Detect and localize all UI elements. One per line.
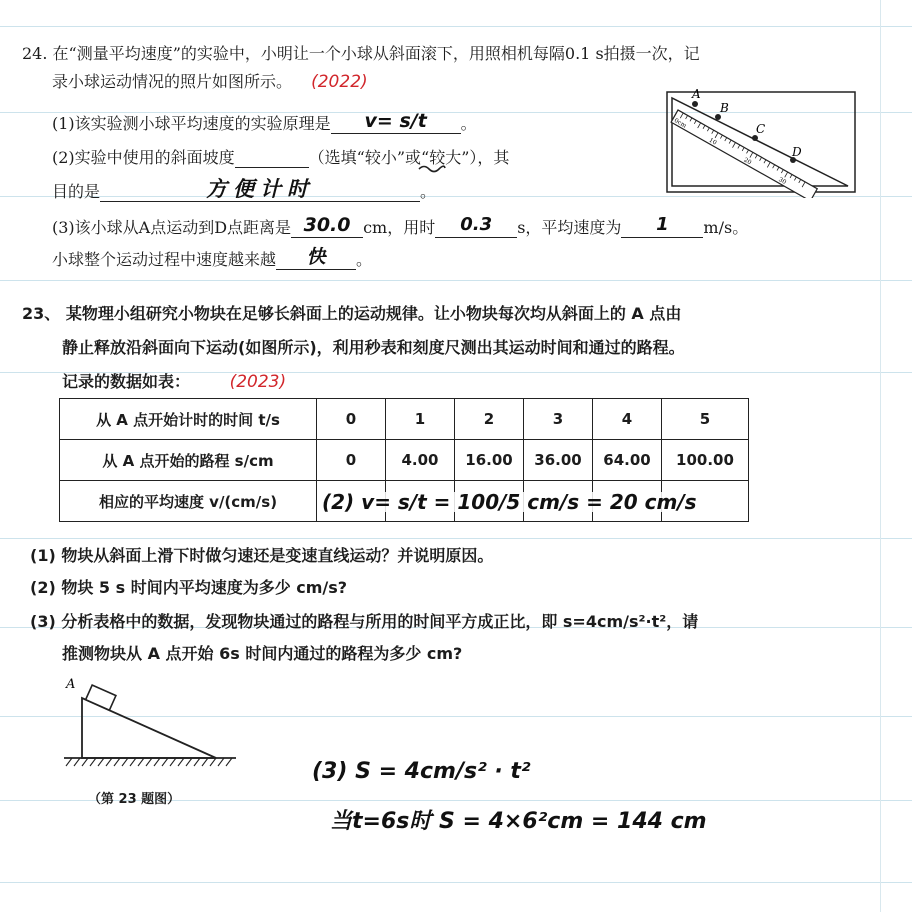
figure-label-a: A xyxy=(66,677,76,692)
q23-number: 23、 xyxy=(22,304,61,323)
rule-line xyxy=(0,280,912,281)
q24-p2-blank xyxy=(235,149,309,168)
q24-part3: (3)该小球从A点运动到D点距离是 30.0 cm，用时 0.3 s，平均速度为 1 m/s。 xyxy=(52,214,749,237)
label-b: B xyxy=(720,101,729,115)
q23-question1: (1) 物块从斜面上滑下时做匀速还是变速直线运动？并说明原因。 xyxy=(30,546,494,565)
q23-question3-line1: (3) 分析表格中的数据，发现物块通过的路程与所用的时间平方成正比，即 s=4cm/s²·t²，请 xyxy=(30,612,699,631)
q24-p3-trend-blank xyxy=(276,246,356,270)
q23-question3-line2: 推测物块从 A 点开始 6s 时间内通过的路程为多少 cm? xyxy=(62,644,463,663)
block xyxy=(86,685,116,710)
ground-hatching xyxy=(66,758,232,766)
q24-year-note: (2022) xyxy=(311,72,368,92)
ruler-tick-20: 20 xyxy=(742,156,753,167)
q24-p3-time: 0.3 xyxy=(460,214,493,235)
q24-p3-trend: 快 xyxy=(306,246,326,268)
table-cell: 0 xyxy=(317,399,386,440)
q23-stem-line1: 23、 某物理小组研究小物块在足够长斜面上的运动规律。让小物块每次均从斜面上的 A 点由 xyxy=(22,304,682,323)
ruler-tick-10: 10 xyxy=(707,136,718,147)
ball-position-a xyxy=(692,101,698,107)
q24-p3-distance: 30.0 xyxy=(303,214,351,236)
q23-stem-line3: 记录的数据如表： (2023) xyxy=(62,372,287,392)
table-header-distance: 从 A 点开始的路程 s/cm xyxy=(60,440,317,481)
q24-p2-purpose-blank xyxy=(100,177,420,202)
q23-slope-figure xyxy=(58,672,244,776)
q23-figure-caption: （第 23 题图） xyxy=(88,792,181,807)
q24-p3-distance-blank xyxy=(291,214,363,238)
label-a: A xyxy=(692,87,701,101)
q24-p2-handwritten-answer: 方便计时 xyxy=(206,177,315,201)
table-cell: 3 xyxy=(524,399,593,440)
rule-line xyxy=(0,538,912,539)
q24-part2-line2: 目的是 方便计时 。 xyxy=(52,177,437,201)
table-cell: 16.00 xyxy=(455,440,524,481)
q23-year-note: (2023) xyxy=(229,372,287,392)
table-row xyxy=(60,440,749,481)
q24-part1: (1)该实验测小球平均速度的实验原理是 v= s/t 。 xyxy=(52,110,477,133)
q23-handwritten-answer-line1: (3) S = 4cm/s² · t² xyxy=(312,759,531,784)
table-cell: 5 xyxy=(662,399,749,440)
q23-table-handwriting: (2) v= s/t = 100/5 cm/s = 20 cm/s xyxy=(318,492,701,512)
q24-number: 24. xyxy=(22,44,48,63)
table-cell: 36.00 xyxy=(524,440,593,481)
q24-p3-time-blank xyxy=(435,214,517,238)
margin-line xyxy=(880,0,881,912)
table-cell: 2 xyxy=(455,399,524,440)
q24-part2: (2)实验中使用的斜面坡度 （选填“较小”或“较大”），其 xyxy=(52,148,510,167)
q24-p1-blank xyxy=(331,110,461,134)
label-c: C xyxy=(756,122,766,136)
q24-incline-figure xyxy=(662,86,862,198)
label-d: D xyxy=(792,145,802,159)
q24-stem-line2: 录小球运动情况的照片如图所示。 (2022) xyxy=(52,72,368,92)
q24-p3-speed-blank xyxy=(621,214,703,238)
q24-underline-mark xyxy=(418,164,446,174)
table-cell: 4.00 xyxy=(386,440,455,481)
rule-line xyxy=(0,882,912,883)
q24-p3-speed: 1 xyxy=(656,214,669,235)
ruler-tick-0: 0cm xyxy=(672,117,688,130)
ruler-tick-30: 30 xyxy=(777,176,788,187)
table-row xyxy=(60,399,749,440)
table-cell: 100.00 xyxy=(662,440,749,481)
q23-stem-line2: 静止释放沿斜面向下运动(如图所示)，利用秒表和刻度尺测出其运动时间和通过的路程。 xyxy=(62,338,685,357)
q24-part3-line2: 小球整个运动过程中速度越来越 快 。 xyxy=(52,246,373,269)
table-cell: 0 xyxy=(317,440,386,481)
q23-question2: (2) 物块 5 s 时间内平均速度为多少 cm/s? xyxy=(30,578,348,597)
rule-line xyxy=(0,26,912,27)
table-header-speed: 相应的平均速度 v/(cm/s) xyxy=(60,481,317,522)
q24-stem-line1: 24. 在“测量平均速度”的实验中，小明让一个小球从斜面滚下，用照相机每隔0.1 s拍摄一次，记 xyxy=(22,44,700,63)
q23-handwritten-answer-line2: 当t=6s时 S = 4×6²cm = 144 cm xyxy=(330,809,707,834)
q24-p1-handwritten-answer: v= s/t xyxy=(364,110,427,132)
table-header-time: 从 A 点开始计时的时间 t/s xyxy=(60,399,317,440)
table-cell: 4 xyxy=(593,399,662,440)
table-cell: 1 xyxy=(386,399,455,440)
table-cell: 64.00 xyxy=(593,440,662,481)
